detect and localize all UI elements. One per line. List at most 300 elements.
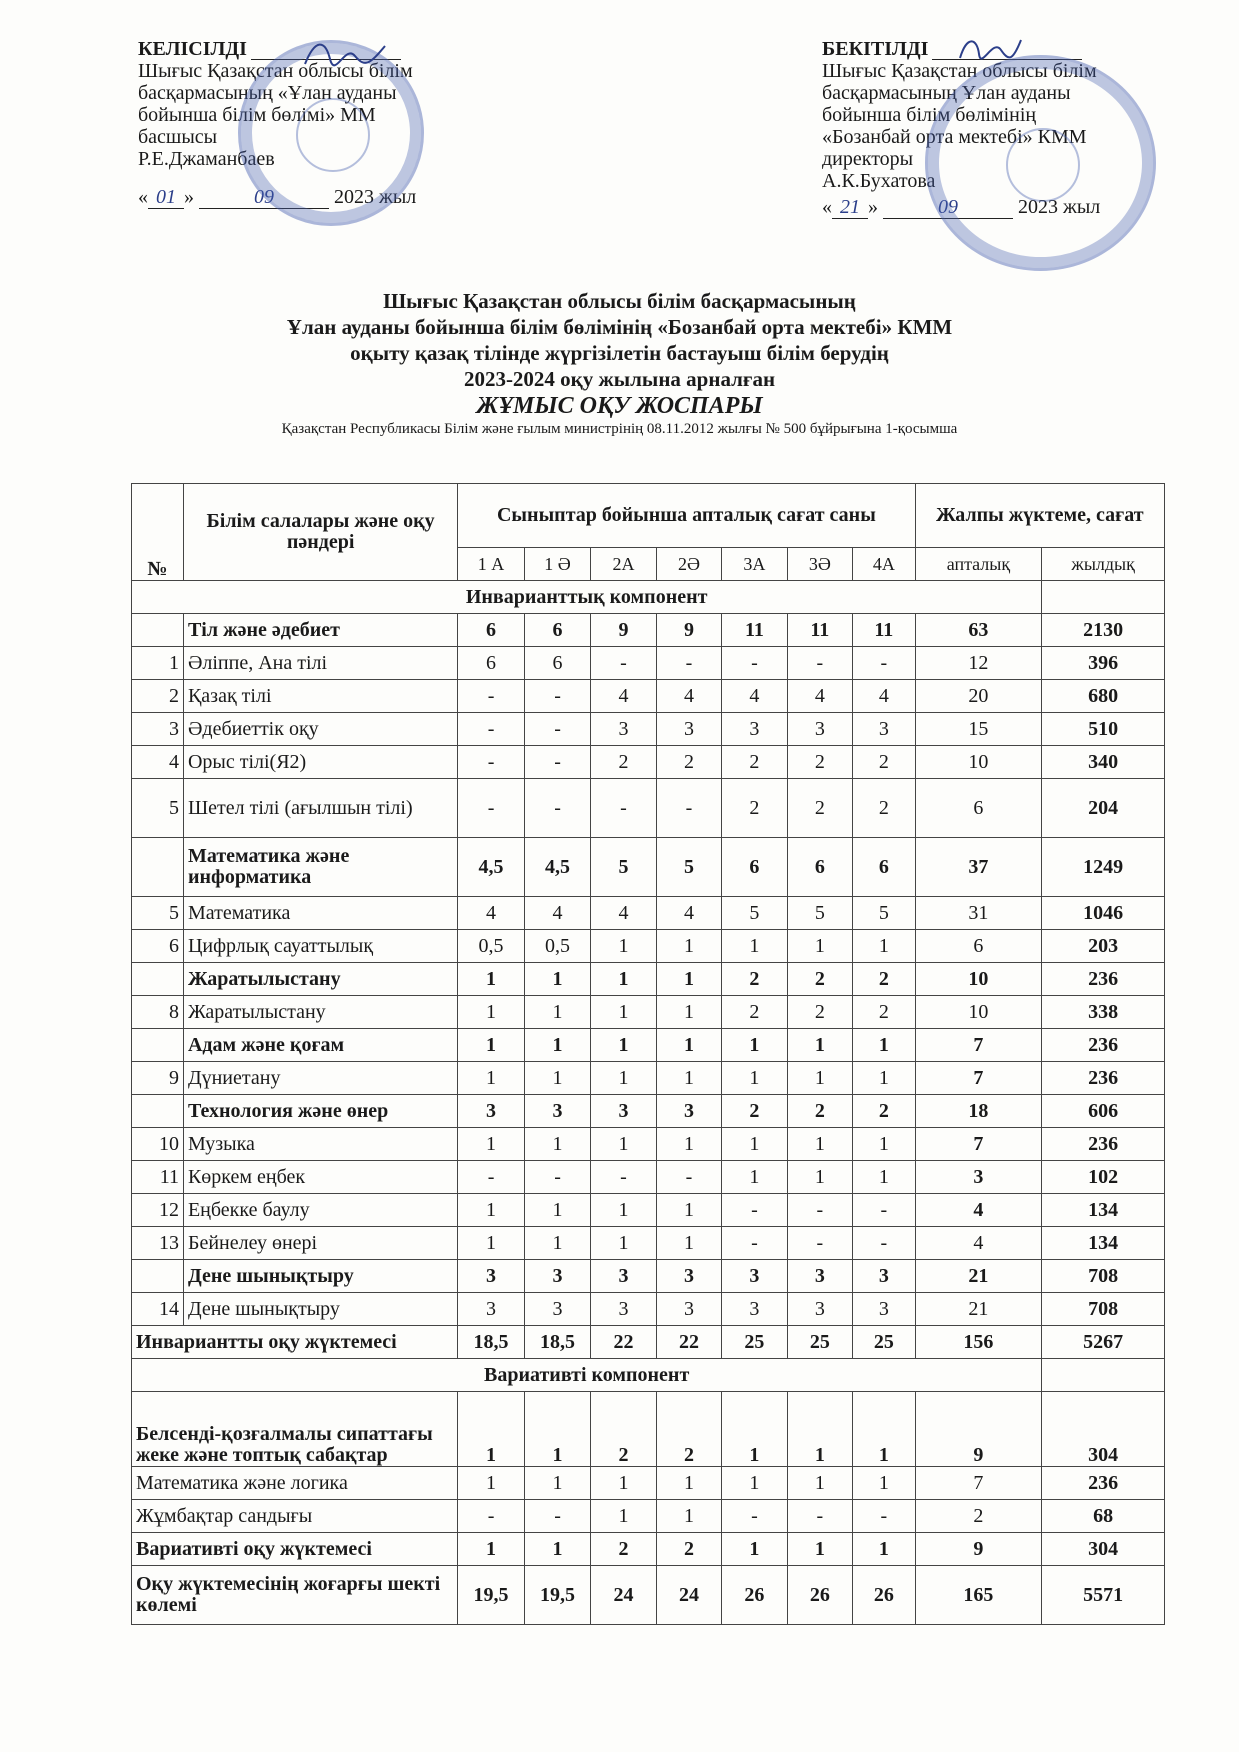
table-row [132,838,1165,897]
yearly-total: 304 [1042,1392,1165,1467]
subject-name: Жұмбақтар сандығы [132,1500,458,1533]
col-header-total: Жалпы жүктеме, сағат [915,484,1164,548]
weekly-total: 3 [915,1161,1042,1194]
class-hours: 2 [722,963,787,996]
row-number: 3 [132,713,184,746]
class-hours: 3 [458,1095,525,1128]
row-number [132,1029,184,1062]
class-hours: 1 [524,996,591,1029]
row-number: 4 [132,746,184,779]
class-hours: 1 [591,963,656,996]
yearly-total: 5267 [1042,1326,1165,1359]
class-hours: - [458,1500,525,1533]
subject-name: Көркем еңбек [183,1161,457,1194]
class-hours: 11 [722,614,787,647]
class-hours: 1 [722,1062,787,1095]
class-hours: 25 [722,1326,787,1359]
col-header-class: 1 А [458,548,525,581]
class-hours: 1 [591,1194,656,1227]
class-hours: 3 [853,713,915,746]
subject-name: Тіл және әдебиет [183,614,457,647]
class-hours: - [853,1227,915,1260]
class-hours: 3 [656,1260,721,1293]
class-hours: - [853,1500,915,1533]
class-hours: - [591,647,656,680]
table-cell [1042,1359,1165,1392]
class-hours: 5 [787,897,852,930]
class-hours: 5 [656,838,721,897]
class-hours: 1 [591,1029,656,1062]
row-number: 6 [132,930,184,963]
yearly-total: 204 [1042,779,1165,838]
class-hours: 1 [591,1062,656,1095]
total-row [132,1566,1165,1625]
class-hours: 6 [524,647,591,680]
approval-line: «Бозанбай орта мектебі» КММ [822,126,1087,148]
class-hours: 3 [787,1293,852,1326]
class-hours: 1 [458,996,525,1029]
col-header-weekly: апталық [915,548,1042,581]
class-hours: 19,5 [458,1566,525,1625]
class-hours: 1 [591,1227,656,1260]
table-row [132,996,1165,1029]
class-hours: 1 [458,963,525,996]
yearly-total: 236 [1042,1128,1165,1161]
class-hours: 5 [722,897,787,930]
yearly-total: 396 [1042,647,1165,680]
table-row [132,746,1165,779]
class-hours: 1 [524,1392,591,1467]
class-hours: 1 [656,1500,721,1533]
weekly-total: 2 [915,1500,1042,1533]
approval-line: Шығыс Қазақстан облысы білім [138,60,413,82]
subject-name: Цифрлық сауаттылық [183,930,457,963]
subject-name: Қазақ тілі [183,680,457,713]
class-hours: 3 [591,1095,656,1128]
weekly-total: 10 [915,996,1042,1029]
yearly-total: 708 [1042,1260,1165,1293]
row-number [132,963,184,996]
col-header-no: № [132,484,184,581]
table-row [132,1467,1165,1500]
class-hours: 2 [656,746,721,779]
class-hours: 3 [591,1260,656,1293]
class-hours: 1 [656,1227,721,1260]
class-hours: 1 [722,1029,787,1062]
class-hours: 1 [722,1467,787,1500]
class-hours: 3 [591,1293,656,1326]
table-row [132,647,1165,680]
class-hours: 25 [853,1326,915,1359]
yearly-total: 1249 [1042,838,1165,897]
class-hours: 2 [722,746,787,779]
weekly-total: 7 [915,1467,1042,1500]
class-hours: 3 [722,713,787,746]
official-seal-stamp [925,55,1156,271]
weekly-total: 18 [915,1095,1042,1128]
yearly-total: 236 [1042,963,1165,996]
class-hours: 1 [656,1467,721,1500]
class-hours: 0,5 [458,930,525,963]
class-hours: 3 [787,1260,852,1293]
class-hours: 1 [656,1062,721,1095]
class-hours: 2 [787,1095,852,1128]
class-hours: 1 [722,1392,787,1467]
row-number: 5 [132,779,184,838]
subject-name: Технология және өнер [183,1095,457,1128]
weekly-total: 7 [915,1128,1042,1161]
title-line: Ұлан ауданы бойынша білім бөлімінің «Бозанбай орта мектебі» КММ [286,315,953,339]
subject-name: Дене шынықтыру [183,1260,457,1293]
weekly-total: 37 [915,838,1042,897]
row-number [132,1095,184,1128]
section-row [132,581,1165,614]
yearly-total: 2130 [1042,614,1165,647]
class-hours: 1 [458,1227,525,1260]
class-hours: 2 [787,779,852,838]
yearly-total: 236 [1042,1062,1165,1095]
class-hours: 1 [853,1161,915,1194]
class-hours: 2 [722,779,787,838]
subject-name: Бейнелеу өнері [183,1227,457,1260]
date-month: 09 [199,186,329,209]
subject-name: Белсенді-қозғалмалы сипаттағы жеке және топтық сабақтар [132,1392,458,1467]
class-hours: 1 [853,930,915,963]
class-hours: 9 [656,614,721,647]
table-row [132,1500,1165,1533]
class-hours: 2 [722,996,787,1029]
class-hours: 3 [722,1293,787,1326]
table-row [132,1194,1165,1227]
approval-date: « 21 » 09 2023 жыл [822,196,1101,218]
weekly-total: 21 [915,1293,1042,1326]
class-hours: - [524,1161,591,1194]
class-hours: 3 [524,1260,591,1293]
class-hours: - [656,647,721,680]
approval-line: басқармасының Ұлан ауданы [822,82,1071,104]
subject-name: Орыс тілі(Я2) [183,746,457,779]
table-row [132,1227,1165,1260]
class-hours: - [591,779,656,838]
approval-date: « 01 » 09 2023 жыл [138,186,417,208]
class-hours: 4 [656,680,721,713]
class-hours: 1 [524,1029,591,1062]
class-hours: 1 [722,1533,787,1566]
approval-signatory: Р.Е.Джаманбаев [138,148,275,170]
class-hours: 1 [458,1194,525,1227]
yearly-total: 680 [1042,680,1165,713]
class-hours: - [458,746,525,779]
weekly-total: 10 [915,963,1042,996]
class-hours: 1 [524,1467,591,1500]
class-hours: 1 [591,930,656,963]
class-hours: - [524,680,591,713]
table-row [132,680,1165,713]
row-number: 2 [132,680,184,713]
total-label: Вариативті оқу жүктемесі [132,1533,458,1566]
class-hours: 2 [787,746,852,779]
class-hours: - [524,1500,591,1533]
class-hours: 2 [656,1533,721,1566]
table-row [132,1392,1165,1467]
class-hours: 11 [787,614,852,647]
class-hours: 2 [787,963,852,996]
class-hours: 1 [656,1029,721,1062]
class-hours: 6 [458,647,525,680]
class-hours: 1 [656,930,721,963]
date-year: 2023 жыл [1018,196,1101,218]
class-hours: 1 [722,1128,787,1161]
class-hours: 26 [853,1566,915,1625]
class-hours: - [524,713,591,746]
yearly-total: 708 [1042,1293,1165,1326]
class-hours: - [722,647,787,680]
col-header-class: 2Ә [656,548,721,581]
class-hours: 1 [722,1161,787,1194]
title-line: 2023-2024 оқу жылына арналған [463,367,776,391]
class-hours: 1 [524,1533,591,1566]
row-number [132,614,184,647]
yearly-total: 1046 [1042,897,1165,930]
class-hours: 9 [591,614,656,647]
col-header-class: 3Ә [787,548,852,581]
row-number: 8 [132,996,184,1029]
class-hours: - [722,1500,787,1533]
table-row [132,614,1165,647]
class-hours: 4 [722,680,787,713]
class-hours: - [722,1227,787,1260]
row-number: 1 [132,647,184,680]
class-hours: 3 [853,1293,915,1326]
class-hours: 1 [656,963,721,996]
class-hours: 1 [656,996,721,1029]
section-title: Вариативті компонент [132,1359,1042,1392]
class-hours: 2 [722,1095,787,1128]
class-hours: - [458,680,525,713]
class-hours: 4 [524,897,591,930]
approval-signatory: А.К.Бухатова [822,170,936,192]
class-hours: 5 [853,897,915,930]
class-hours: 2 [853,746,915,779]
class-hours: 1 [853,1467,915,1500]
class-hours: 0,5 [524,930,591,963]
table-cell [1042,581,1165,614]
weekly-total: 9 [915,1533,1042,1566]
class-hours: 6 [853,838,915,897]
subject-name: Математика [183,897,457,930]
class-hours: 2 [853,996,915,1029]
class-hours: - [787,647,852,680]
class-hours: 5 [591,838,656,897]
row-number: 9 [132,1062,184,1095]
class-hours: 3 [524,1293,591,1326]
class-hours: 1 [787,1062,852,1095]
class-hours: 2 [853,1095,915,1128]
class-hours: 2 [591,1392,656,1467]
class-hours: 4 [656,897,721,930]
class-hours: 1 [458,1062,525,1095]
handwritten-signature [300,34,390,74]
title-main: ЖҰМЫС ОҚУ ЖОСПАРЫ [476,393,763,419]
class-hours: 3 [722,1260,787,1293]
weekly-total: 9 [915,1392,1042,1467]
yearly-total: 304 [1042,1533,1165,1566]
yearly-total: 510 [1042,713,1165,746]
total-label: Оқу жүктемесінің жоғарғы шекті көлемі [132,1566,458,1625]
yearly-total: 340 [1042,746,1165,779]
total-row [132,1326,1165,1359]
yearly-total: 134 [1042,1194,1165,1227]
approval-line: директоры [822,148,914,170]
col-header-yearly: жылдық [1042,548,1165,581]
class-hours: 1 [524,1128,591,1161]
subject-name: Әдебиеттік оқу [183,713,457,746]
yearly-total: 5571 [1042,1566,1165,1625]
class-hours: - [853,1194,915,1227]
class-hours: - [787,1500,852,1533]
class-hours: 2 [787,996,852,1029]
weekly-total: 7 [915,1062,1042,1095]
class-hours: 1 [591,1500,656,1533]
class-hours: - [458,1161,525,1194]
weekly-total: 6 [915,779,1042,838]
table-row [132,1293,1165,1326]
class-hours: 1 [853,1533,915,1566]
class-hours: - [524,779,591,838]
weekly-total: 4 [915,1194,1042,1227]
table-row [132,779,1165,838]
yearly-total: 236 [1042,1029,1165,1062]
class-hours: 1 [458,1533,525,1566]
weekly-total: 20 [915,680,1042,713]
class-hours: 6 [458,614,525,647]
class-hours: 4 [787,680,852,713]
weekly-total: 7 [915,1029,1042,1062]
class-hours: 1 [458,1128,525,1161]
table-row [132,930,1165,963]
approval-line: бойынша білім бөлімінің [822,104,1037,126]
date-month: 09 [883,196,1013,219]
weekly-total: 12 [915,647,1042,680]
approval-heading: БЕКІТІЛДІ [822,38,929,60]
subject-name: Дене шынықтыру [183,1293,457,1326]
class-hours: - [722,1194,787,1227]
class-hours: 6 [787,838,852,897]
weekly-total: 63 [915,614,1042,647]
handwritten-signature [955,30,1025,70]
class-hours: 4 [591,897,656,930]
class-hours: 1 [458,1029,525,1062]
class-hours: - [787,1227,852,1260]
section-row [132,1359,1165,1392]
class-hours: 1 [524,1062,591,1095]
class-hours: 1 [591,996,656,1029]
yearly-total: 68 [1042,1500,1165,1533]
subject-name: Жаратылыстану [183,996,457,1029]
class-hours: - [787,1194,852,1227]
curriculum-table [131,483,1165,1625]
class-hours: 11 [853,614,915,647]
subject-name: Математика және логика [132,1467,458,1500]
class-hours: - [458,713,525,746]
subject-name: Адам және қоғам [183,1029,457,1062]
class-hours: 2 [656,1392,721,1467]
subject-name: Жаратылыстану [183,963,457,996]
section-title: Инварианттық компонент [132,581,1042,614]
row-number: 14 [132,1293,184,1326]
class-hours: 1 [591,1467,656,1500]
class-hours: 3 [853,1260,915,1293]
document-title [0,288,1239,438]
class-hours: 1 [524,963,591,996]
approval-line: бойынша білім бөлімі» ММ [138,104,376,126]
table-row [132,1161,1165,1194]
class-hours: 18,5 [458,1326,525,1359]
class-hours: 1 [524,1227,591,1260]
weekly-total: 6 [915,930,1042,963]
class-hours: 1 [591,1128,656,1161]
class-hours: 1 [656,1194,721,1227]
class-hours: 3 [458,1260,525,1293]
class-hours: - [656,1161,721,1194]
subject-name: Әліппе, Ана тілі [183,647,457,680]
class-hours: 1 [656,1128,721,1161]
subject-name: Математика және информатика [183,838,457,897]
class-hours: 1 [787,1533,852,1566]
col-header-weekly-classes: Сыныптар бойынша апталық сағат саны [458,484,915,548]
class-hours: 3 [524,1095,591,1128]
class-hours: 1 [458,1392,525,1467]
table-row [132,1062,1165,1095]
subject-name: Еңбекке баулу [183,1194,457,1227]
title-line: оқыту қазақ тілінде жүргізілетін бастауыш білім берудің [350,341,889,365]
class-hours: 1 [853,1062,915,1095]
yearly-total: 134 [1042,1227,1165,1260]
class-hours: 22 [656,1326,721,1359]
class-hours: 3 [656,713,721,746]
class-hours: 1 [787,1161,852,1194]
class-hours: 19,5 [524,1566,591,1625]
weekly-total: 10 [915,746,1042,779]
class-hours: 1 [853,1392,915,1467]
class-hours: 1 [853,1029,915,1062]
weekly-total: 4 [915,1227,1042,1260]
date-day: 21 [832,196,868,219]
yearly-total: 236 [1042,1467,1165,1500]
class-hours: 4 [591,680,656,713]
class-hours: 1 [787,1392,852,1467]
class-hours: 1 [787,1128,852,1161]
col-header-class: 1 Ә [524,548,591,581]
class-hours: 1 [524,1194,591,1227]
table-row [132,1128,1165,1161]
row-number [132,1260,184,1293]
approval-line: басқармасының «Ұлан ауданы [138,82,397,104]
class-hours: - [524,746,591,779]
class-hours: 2 [853,779,915,838]
weekly-total: 165 [915,1566,1042,1625]
col-header-class: 4А [853,548,915,581]
date-day: 01 [148,186,184,209]
class-hours: 18,5 [524,1326,591,1359]
class-hours: 24 [656,1566,721,1625]
row-number: 11 [132,1161,184,1194]
class-hours: 2 [591,1533,656,1566]
approval-line: басшысы [138,126,218,148]
approval-line: Шығыс Қазақстан облысы білім [822,60,1097,82]
class-hours: 4,5 [524,838,591,897]
class-hours: 4 [458,897,525,930]
